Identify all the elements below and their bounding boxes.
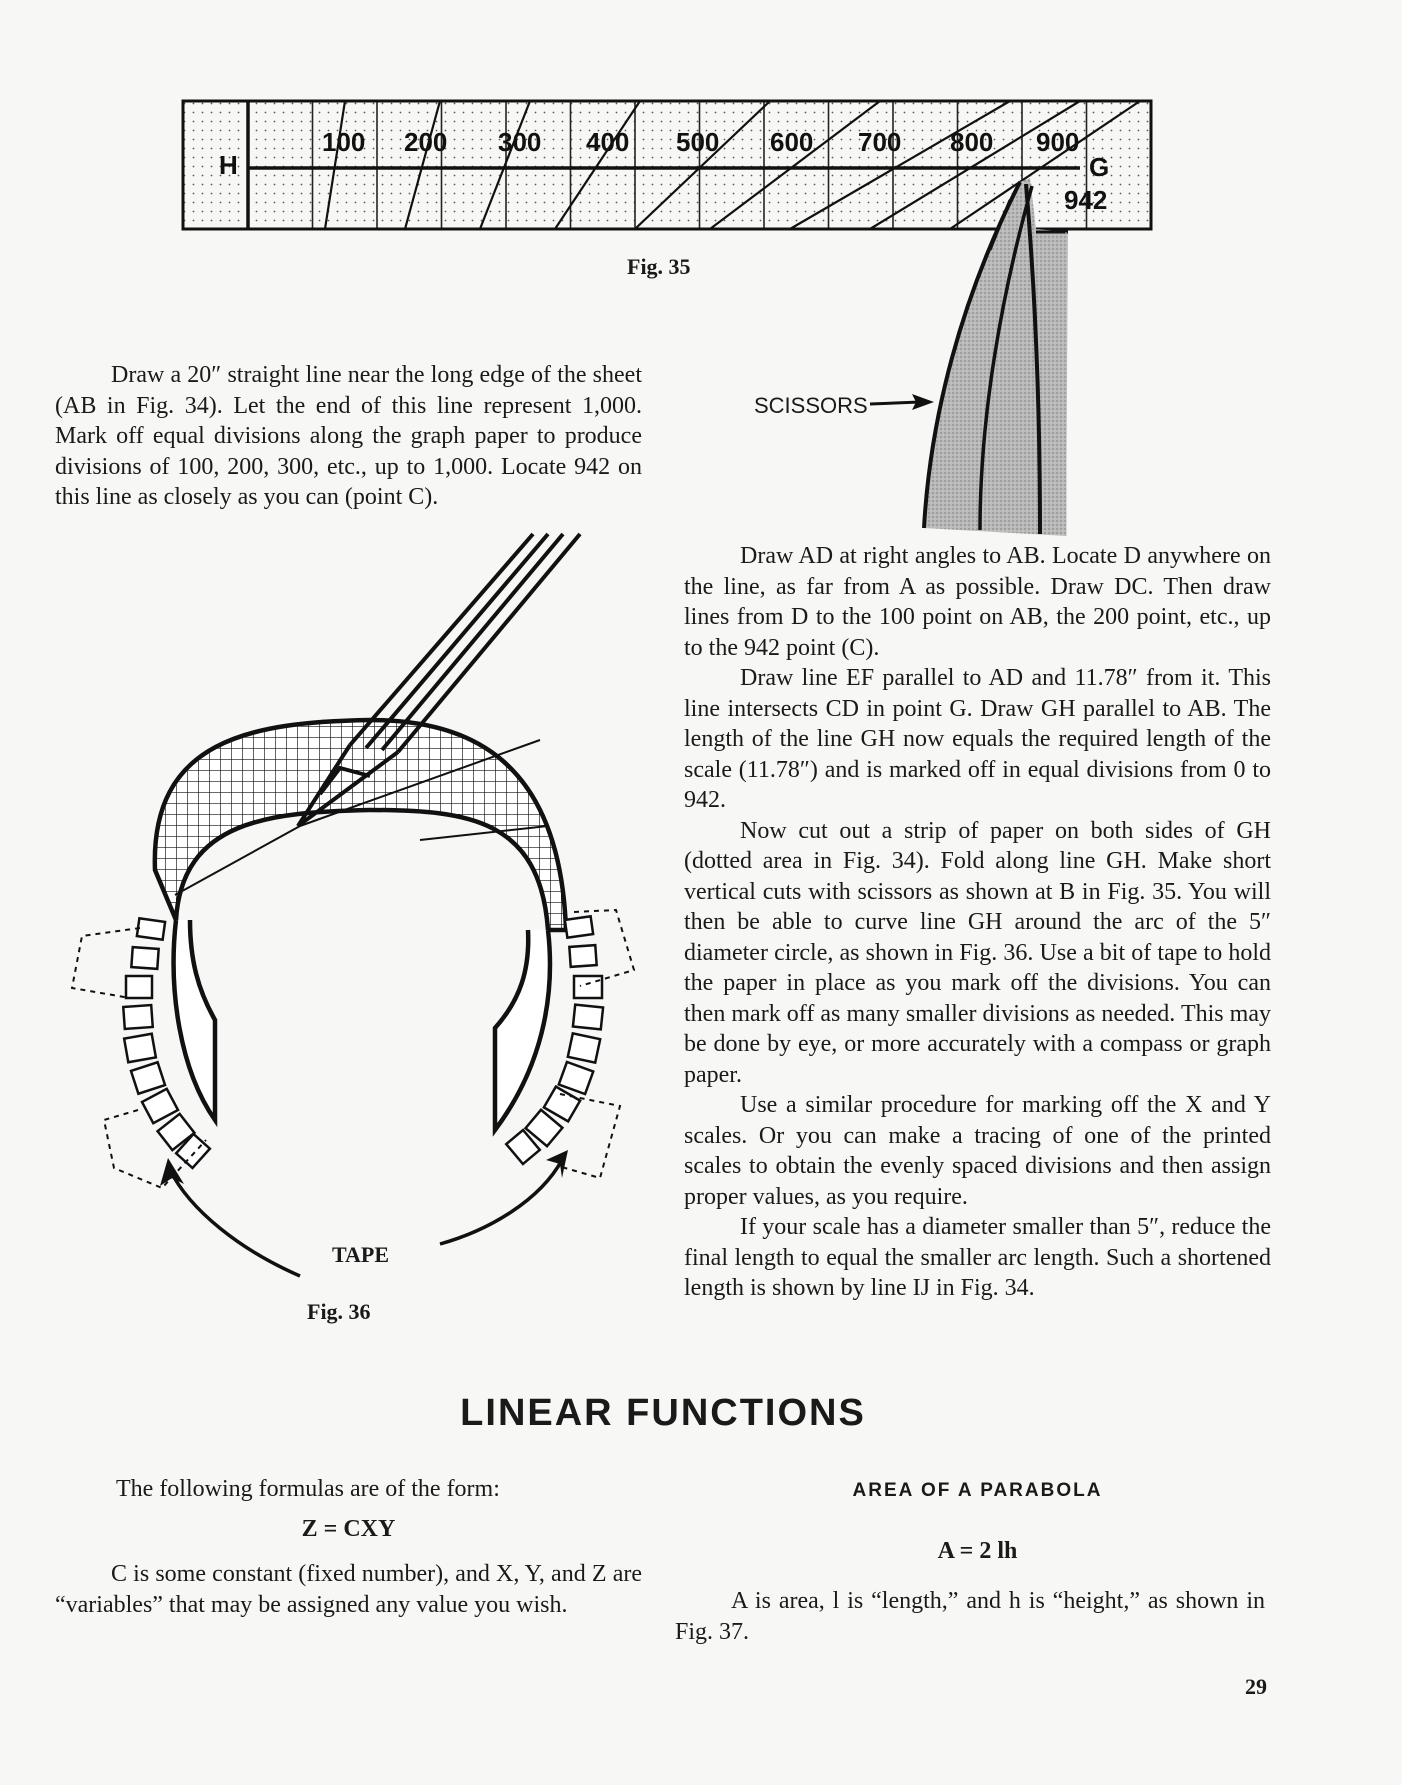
point-g-label: G <box>1089 152 1110 182</box>
scale-value-label: 600 <box>770 127 814 157</box>
strip-tab <box>124 1034 156 1062</box>
scale-value-label: 800 <box>950 127 994 157</box>
strip-tab <box>131 1062 165 1093</box>
section-title: LINEAR FUNCTIONS <box>460 1392 866 1434</box>
strip-tab <box>131 947 158 969</box>
linear-explanation-text: C is some constant (fixed number), and X, Y, and Z are “variables” that may be assigned any value you wish. <box>55 1561 642 1618</box>
strip-tab <box>126 976 152 998</box>
scale-value-label: 900 <box>1036 127 1080 157</box>
value-942-label: 942 <box>1064 185 1108 215</box>
scale-value-label: 200 <box>404 127 448 157</box>
scale-value-label: 700 <box>858 127 902 157</box>
right-column-text <box>684 541 1271 1304</box>
page-number: 29 <box>1245 1674 1267 1699</box>
point-h-label: H <box>219 150 238 180</box>
scale-value-label: 500 <box>676 127 720 157</box>
linear-intro: The following formulas are of the form: <box>116 1476 500 1502</box>
parabola-heading: AREA OF A PARABOLA <box>852 1480 1103 1501</box>
parabola-explanation-text: A is area, l is “length,” and h is “height,” as shown in Fig. 37. <box>675 1588 1265 1645</box>
left-paragraph <box>55 360 642 513</box>
scale-value-label: 100 <box>322 127 366 157</box>
scale-value-label: 400 <box>586 127 630 157</box>
fig36-illustration <box>0 530 680 1330</box>
strip-tab <box>565 916 593 937</box>
strip-tab <box>574 976 602 998</box>
tape-label: TAPE <box>332 1242 390 1267</box>
fig36-caption: Fig. 36 <box>307 1299 371 1324</box>
fig34-instructions: Draw a 20″ straight line near the long edge of the sheet (AB in Fig. 34). Let the end of this line represent 1,000. Mark off equal divisions along the graph paper to produce divisions of 100, 200, 300, etc., up to 1,000. Locate 942 on this line as closely as you can (point C). <box>55 362 642 510</box>
linear-explanation <box>55 1559 642 1620</box>
parabola-formula: A = 2 lh <box>937 1538 1018 1564</box>
instruction-ad: Draw AD at right angles to AB. Locate D anywhere on the line, as far from A as possible. Draw DC. Then draw lines from D to the 100 point on AB, the 200 point, etc., up to the 942 point (C). <box>684 543 1271 661</box>
strip-tab <box>137 918 165 939</box>
strip-tab <box>569 945 596 967</box>
linear-formula: Z = CXY <box>301 1516 396 1542</box>
scissors-label: SCISSORS <box>754 393 868 418</box>
fig35-caption: Fig. 35 <box>627 254 691 279</box>
instruction-ef: Draw line EF parallel to AD and 11.78″ from it. This line intersects CD in point G. Draw GH parallel to AB. The length of the line GH now equals the required length of the scale (11.78″) and is marked off in equal divisions from 0 to 942. <box>684 665 1271 813</box>
strip-tab <box>559 1062 594 1094</box>
strip-tab <box>568 1033 600 1062</box>
strip-tab <box>573 1005 603 1030</box>
instruction-small-diameter: If your scale has a diameter smaller than 5″, reduce the final length to equal the smaller arc length. Such a shortened length is shown by line IJ in Fig. 34. <box>684 1214 1271 1301</box>
scale-value-label: 300 <box>498 127 542 157</box>
instruction-xy-scales: Use a similar procedure for marking off the X and Y scales. Or you can make a tracing of one of the printed scales to obtain the evenly spaced divisions and then assign proper values, as you require. <box>684 1092 1271 1210</box>
strip-tab <box>123 1005 152 1029</box>
instruction-cut-strip: Now cut out a strip of paper on both sides of GH (dotted area in Fig. 34). Fold along line GH. Make short vertical cuts with scissors as shown at B in Fig. 35. You will then be able to curve line GH around the arc of the 5″ diameter circle, as shown in Fig. 36. Use a bit of tape to hold the paper in place as you mark off the divisions. You can then mark off as many smaller divisions as needed. This may be done by eye, or more accurately with a compass or graph paper. <box>684 817 1271 1088</box>
parabola-explanation <box>675 1586 1265 1647</box>
